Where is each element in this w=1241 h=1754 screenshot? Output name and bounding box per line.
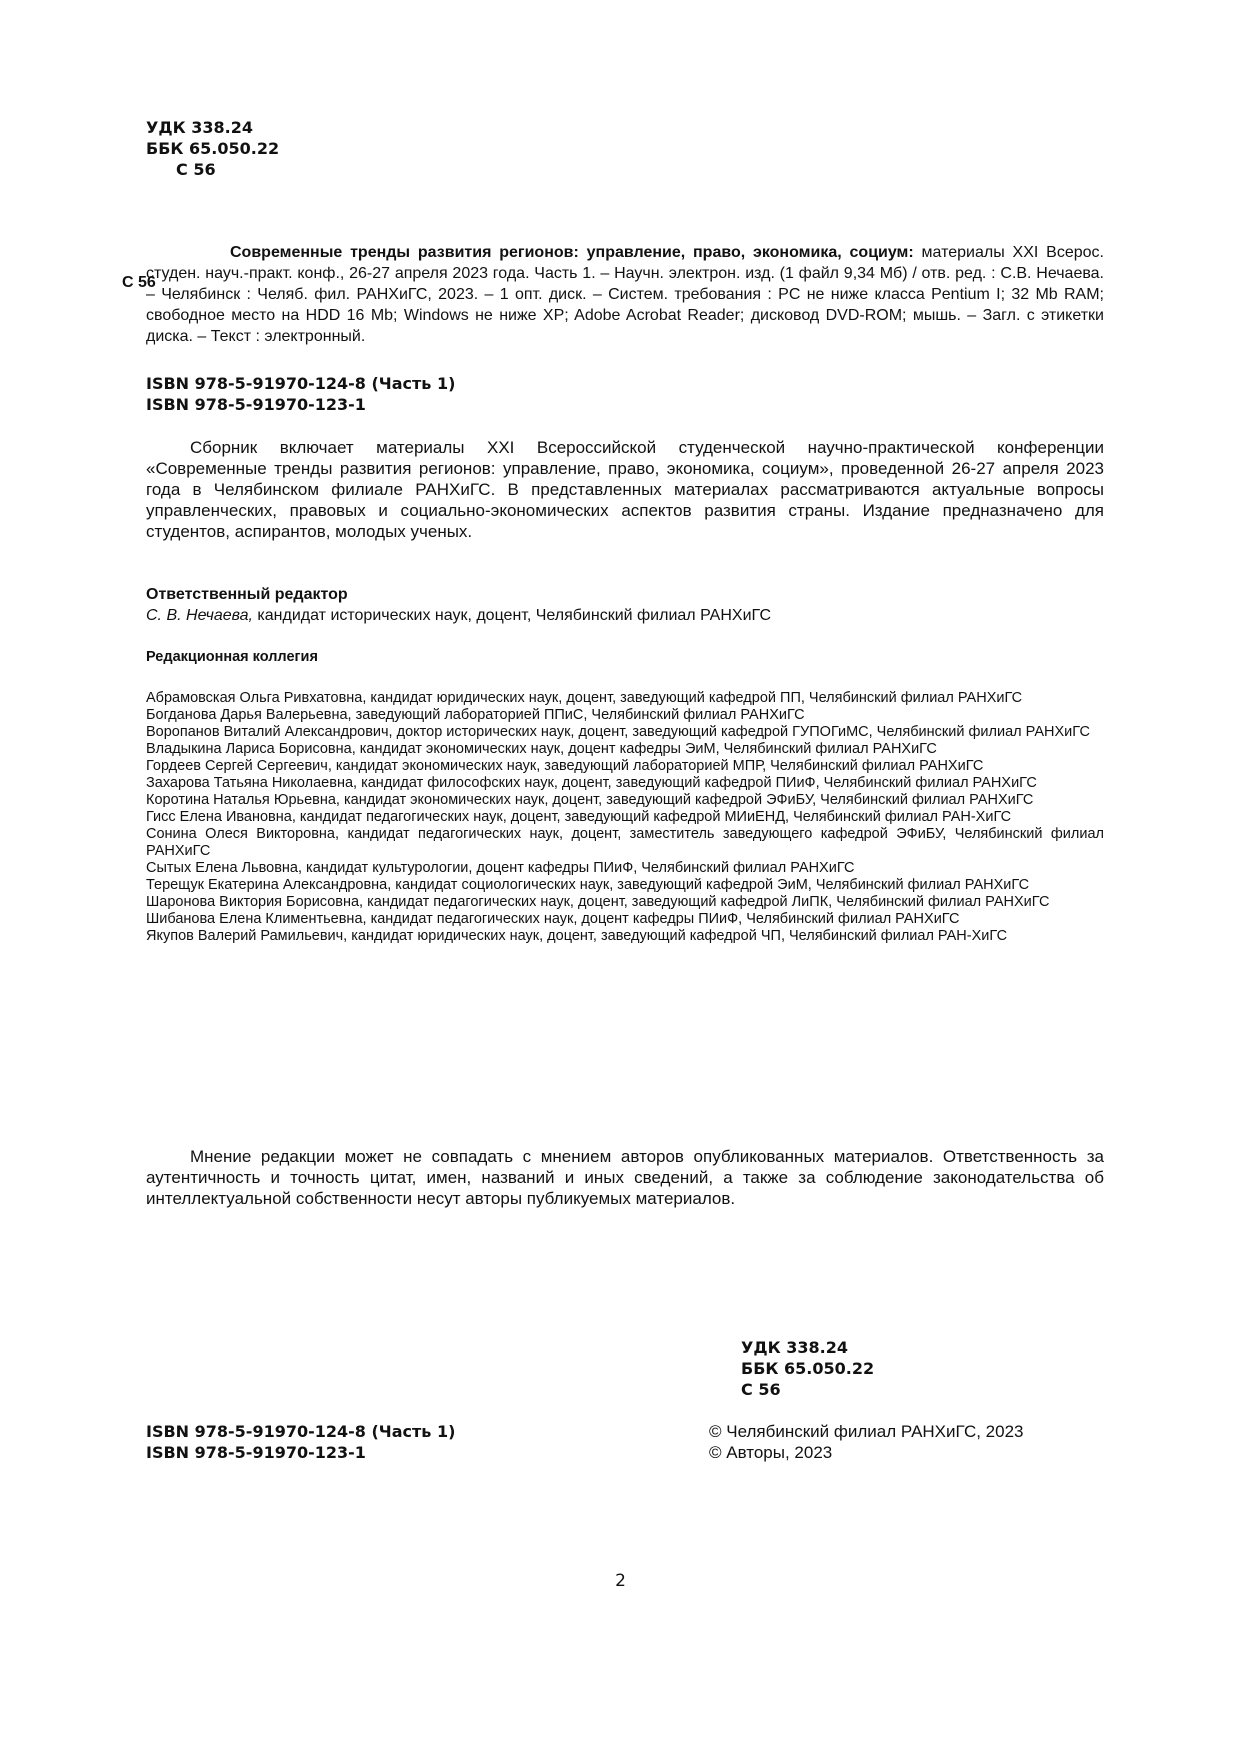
board-member: Воропанов Виталий Александрович, доктор исторических наук, доцент, заведующий кафедрой ГУПОГиМС, Челябинский филиал РАНХиГС [146,724,1090,740]
board-member: Сонина Олеся Викторовна, кандидат педагогических наук, доцент, заместитель заведующего кафедрой ЭФиБУ, Челябинский филиал РАНХиГС [146,826,1104,859]
board-member: Абрамовская Ольга Ривхатовна, кандидат юридических наук, доцент, заведующий кафедрой ПП, Челябинский филиал РАНХиГС [146,690,1023,706]
author-mark: С 56 [176,160,216,179]
board-member: Гордеев Сергей Сергеевич, кандидат экономических наук, заведующий лабораторией МПР, Челябинский филиал РАНХиГС [146,758,984,774]
bottom-isbn-block [146,1421,455,1463]
board-list [146,690,1104,945]
abstract: Сборник включает материалы XXI Всероссийской студенческой научно-практической конференции «Современные тренды развития регионов: управление, право, экономика, социум», проведенной 26-27 апреля 2023 года в Челябинском филиале РАНХиГС. В представленных материалах рассматриваются актуальные вопросы управленческих, правовых и социально-экономических аспектов развития страны. Издание предназначено для студентов, аспирантов, молодых ученых. [146,438,1104,541]
isbn-part: ISBN 978-5-91970-124-8 (Часть 1) [146,1422,456,1441]
top-codes [146,117,279,180]
board-member: Якупов Валерий Рамильевич, кандидат юридических наук, доцент, заведующий кафедрой ЧП, Челябинский филиал РАН-ХиГС [146,928,1008,944]
bib-record [146,242,1104,347]
editor-name: С. В. Нечаева, [146,607,253,624]
board-member: Богданова Дарья Валерьевна, заведующий лабораторией ППиС, Челябинский филиал РАНХиГС [146,707,805,723]
copyright-authors: © Авторы, 2023 [709,1443,833,1462]
page-number: 2 [615,1571,626,1591]
bib-author-mark: С 56 [122,274,156,291]
board-member: Гисс Елена Ивановна, кандидат педагогических наук, доцент, заведующий кафедрой МИиЕНД, Челябинский филиал РАН-ХиГС [146,809,1012,825]
udk-code: УДК 338.24 [146,118,253,137]
board-member: Коротина Наталья Юрьевна, кандидат экономических наук, доцент, заведующий кафедрой ЭФиБУ, Челябинский филиал РАНХиГС [146,792,1034,808]
editor-line [146,605,771,626]
isbn-block [146,373,455,415]
isbn-general: ISBN 978-5-91970-123-1 [146,1443,366,1462]
bib-description: материалы XXI Всерос. студен. науч.-практ. конф., 26-27 апреля 2023 года. Часть 1. – Научн. электрон. изд. (1 файл 9,34 Мб) / отв. ред. : С.В. Нечаева. – Челябинск : Челяб. фил. РАНХиГС, 2023. – 1 опт. диск. – Систем. требования : PC не ниже класса Pentium I; 32 Mb RAM; свободное место на HDD 16 Mb; Windows не ниже XP; Adobe Acrobat Reader; дисковод DVD-ROM; мышь. – Загл. с этикетки диска. – Текст : электронный. [146,244,1104,345]
bbk-code: ББК 65.050.22 [741,1359,875,1378]
board-member: Терещук Екатерина Александровна, кандидат социологических наук, заведующий кафедрой ЭиМ, Челябинский филиал РАНХиГС [146,877,1030,893]
bbk-code: ББК 65.050.22 [146,139,280,158]
board-heading: Редакционная коллегия [146,649,318,665]
editor-heading: Ответственный редактор [146,586,348,603]
bib-title: Современные тренды развития регионов: управление, право, экономика, социум: [230,244,914,261]
board-member: Захарова Татьяна Николаевна, кандидат философских наук, доцент, заведующий кафедрой ПИиФ, Челябинский филиал РАНХиГС [146,775,1037,791]
board-member: Шаронова Виктория Борисовна, кандидат педагогических наук, доцент, заведующий кафедрой ЛиПК, Челябинский филиал РАНХиГС [146,894,1050,910]
copyright-branch: © Челябинский филиал РАНХиГС, 2023 [709,1422,1024,1441]
copyright-block [709,1421,1024,1463]
board-member: Сытых Елена Львовна, кандидат культурологии, доцент кафедры ПИиФ, Челябинский филиал РАНХиГС [146,860,855,876]
isbn-general: ISBN 978-5-91970-123-1 [146,395,366,414]
disclaimer: Мнение редакции может не совпадать с мнением авторов опубликованных материалов. Ответственность за аутентичность и точность цитат, имен, названий и иных сведений, а также за соблюдение законодательства об интеллектуальной собственности несут авторы публикуемых материалов. [146,1147,1104,1208]
isbn-part: ISBN 978-5-91970-124-8 (Часть 1) [146,374,456,393]
editor-description: кандидат исторических наук, доцент, Челябинский филиал РАНХиГС [252,607,772,624]
board-member: Владыкина Лариса Борисовна, кандидат экономических наук, доцент кафедры ЭиМ, Челябинский филиал РАНХиГС [146,741,937,757]
author-mark: С 56 [741,1380,781,1399]
bottom-codes [741,1337,874,1400]
board-member: Шибанова Елена Климентьевна, кандидат педагогических наук, доцент кафедры ПИиФ, Челябинский филиал РАНХиГС [146,911,960,927]
udk-code: УДК 338.24 [741,1338,848,1357]
